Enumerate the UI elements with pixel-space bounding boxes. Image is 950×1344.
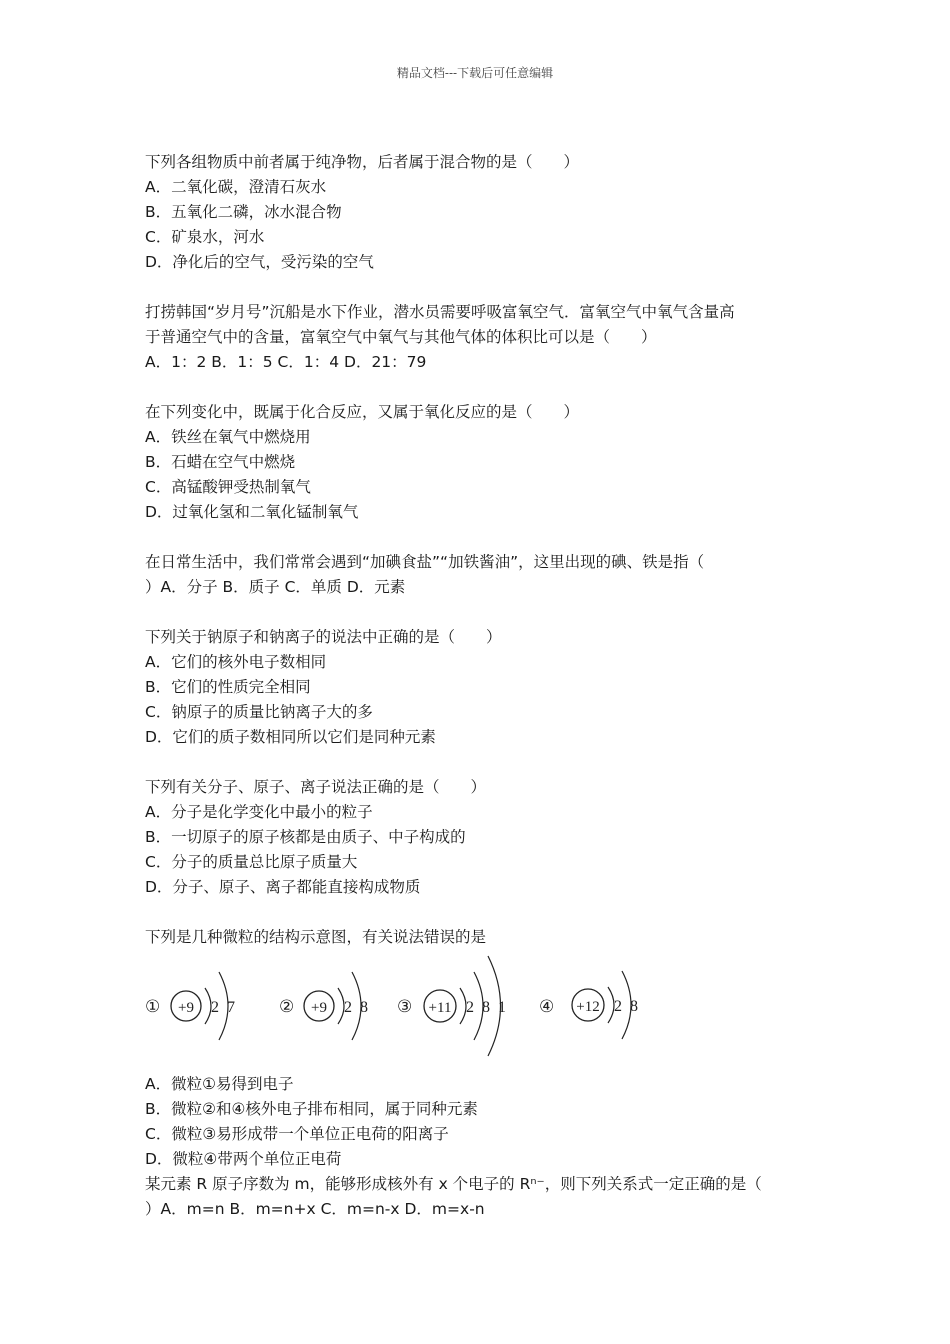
atom-diagram-3 xyxy=(397,956,506,1056)
option: D．过氧化氢和二氧化锰制氧气 xyxy=(145,503,359,521)
option: D．微粒④带两个单位正电荷 xyxy=(145,1150,342,1168)
option: A．二氧化碳，澄清石灰水 xyxy=(145,178,327,196)
option: C．微粒③易形成带一个单位正电荷的阳离子 xyxy=(145,1125,449,1143)
option: A．它们的核外电子数相同 xyxy=(145,653,327,671)
question-8 xyxy=(145,1172,825,1222)
atom-diagram-2 xyxy=(279,972,368,1040)
option: B．一切原子的原子核都是由质子、中子构成的 xyxy=(145,828,466,846)
question-stem: 下列有关分子、原子、离子说法正确的是（ ） xyxy=(145,778,487,796)
question-stem: ）A．m=n B．m=n+x C．m=n-x D．m=x-n xyxy=(145,1200,485,1218)
question-stem: 在日常生活中，我们常常会遇到“加碘食盐”“加铁酱油”，这里出现的碘、铁是指（ xyxy=(145,553,705,571)
question-2 xyxy=(145,300,825,375)
option: D．它们的质子数相同所以它们是同种元素 xyxy=(145,728,436,746)
option: D．分子、原子、离子都能直接构成物质 xyxy=(145,878,421,896)
question-stem: 下列是几种微粒的结构示意图，有关说法错误的是 xyxy=(145,928,487,946)
option: B．它们的性质完全相同 xyxy=(145,678,311,696)
question-4 xyxy=(145,550,825,600)
nucleus-charge: +9 xyxy=(178,1000,194,1016)
shell-electrons: 7 xyxy=(227,999,235,1016)
atom-diagram-1 xyxy=(145,972,235,1040)
page-header: 精品文档---下载后可任意编辑 xyxy=(396,66,554,80)
shell-electrons: 2 xyxy=(344,999,352,1016)
atom-label: ② xyxy=(279,997,295,1016)
option: D．净化后的空气，受污染的空气 xyxy=(145,253,374,271)
atom-diagram-4 xyxy=(539,971,638,1039)
question-stem: 在下列变化中，既属于化合反应，又属于氧化反应的是（ ） xyxy=(145,403,580,421)
question-stem: 下列关于钠原子和钠离子的说法中正确的是（ ） xyxy=(145,628,502,646)
atom-label: ① xyxy=(145,997,161,1016)
option: B．微粒②和④核外电子排布相同，属于同种元素 xyxy=(145,1100,478,1118)
document-body xyxy=(145,150,825,1222)
option: A．1：2 B．1：5 C．1：4 D．21：79 xyxy=(145,353,427,371)
question-stem: 某元素 R 原子序数为 m，能够形成核外有 x 个电子的 Rⁿ⁻，则下列关系式一定正确的是（ xyxy=(145,1175,762,1193)
atom-label: ④ xyxy=(539,997,555,1016)
option: B．石蜡在空气中燃烧 xyxy=(145,453,296,471)
nucleus-charge: +12 xyxy=(576,999,600,1015)
option: C．高锰酸钾受热制氧气 xyxy=(145,478,311,496)
option: C．矿泉水，河水 xyxy=(145,228,265,246)
option: C．钠原子的质量比钠离子大的多 xyxy=(145,703,373,721)
shell-electrons: 2 xyxy=(211,999,219,1016)
question-stem: 下列各组物质中前者属于纯净物，后者属于混合物的是（ ） xyxy=(145,153,580,171)
question-stem: 打捞韩国“岁月号”沉船是水下作业，潜水员需要呼吸富氧空气．富氧空气中氧气含量高 xyxy=(145,303,735,321)
atom-label: ③ xyxy=(397,997,413,1016)
shell-electrons: 8 xyxy=(482,999,490,1016)
option: A．分子是化学变化中最小的粒子 xyxy=(145,803,373,821)
question-5 xyxy=(145,625,825,750)
option: A．铁丝在氧气中燃烧用 xyxy=(145,428,311,446)
question-7 xyxy=(145,925,825,1172)
shell-electrons: 2 xyxy=(614,998,622,1015)
atomic-structure-diagram xyxy=(145,950,825,1072)
question-1 xyxy=(145,150,825,275)
shell-electrons: 2 xyxy=(466,999,474,1016)
shell-electrons: 1 xyxy=(498,999,506,1016)
shell-electrons: 8 xyxy=(630,998,638,1015)
option: A．微粒①易得到电子 xyxy=(145,1075,294,1093)
option: C．分子的质量总比原子质量大 xyxy=(145,853,358,871)
nucleus-charge: +11 xyxy=(428,1000,452,1016)
question-3 xyxy=(145,400,825,525)
option: B．五氧化二磷，冰水混合物 xyxy=(145,203,342,221)
question-stem: ）A．分子 B．质子 C．单质 D．元素 xyxy=(145,578,406,596)
nucleus-charge: +9 xyxy=(311,1000,327,1016)
question-stem: 于普通空气中的含量，富氧空气中氧气与其他气体的体积比可以是（ ） xyxy=(145,328,657,346)
question-6 xyxy=(145,775,825,900)
shell-electrons: 8 xyxy=(360,999,368,1016)
